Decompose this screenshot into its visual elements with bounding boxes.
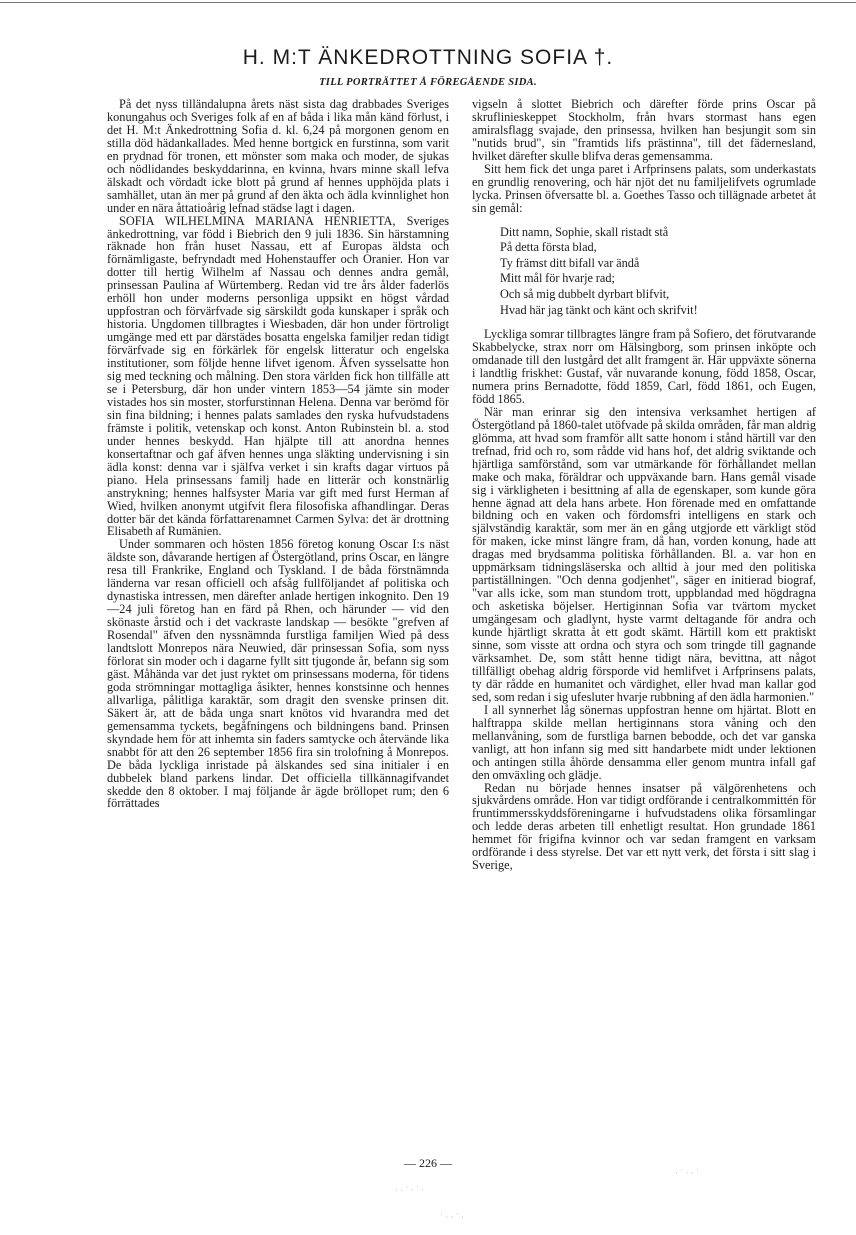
- paragraph: Sitt hem fick det unga paret i Arfprinsens palats, som underkastats en grundlig renovering, och här njöt det nu familjelifvets ogrumlade lycka. Prinsen öfversatte bl. a. Goethes Tasso och tillägnade arbetet åt sin gemål:: [472, 161, 816, 215]
- print-speck: · · ˙ · ˙ ·: [395, 1185, 425, 1195]
- paragraph: SOFIA WILHELMINA MARIANA HENRIETTA, Sveriges änkedrottning, var född i Biebrich den 9 juli 1836. Sin härstamning räknade hon från huset Nassau, ett af Europas äldsta och förnämligaste, befryndadt med Hohenstauffer och Oranier. Hon var dotter till hertig Wilhelm af Nassau och dennes andra gemål, prinsessan Paulina af Würtemberg. Redan vid tre års ålder faderlös erhöll hon under moderns personliga uppsikt en högst vårdad uppfostran och förvärfvade sig särskildt goda kunskaper i språk och historia. Ungdomen tillbragtes i Wiesbaden, där hon under förtroligt umgänge med ett par därstädes bosatta engelska familjer redan tidigt förvärfvade sig en förkärlek för engelsk litteratur och engelska institutioner, som följde henne lifvet igenom. Äfven sysselsatte hon sig med teckning och målning. Den stora världen fick hon tillfälle att se i Petersburg, där hon under vintern 1853—54 jämte sin moder vistades hos sin moster, storfurstinnan Helena. Denna var berömd för sin fina bildning; i hennes palats samlades den ryska hufvudstadens främste i politik, vetenskap och konst. Anton Rubinstein bl. a. stod under hennes beskydd. Han hjälpte till att anordna hennes konsertaftnar och gaf äfven hennes unga släkting undervisning i sin ädla konst: denna var i själfva verket i sin krafts dagar virtuos på piano. Hela prinsessans familj hade en litterär och konstnärlig anstrykning; hennes halfsyster Maria var gift med furst Herman af Wied, hvilken anonymt utgifvit flera filosofiska afhandlingar. Deras dotter bär det kända författarenamnet Carmen Sylva: det är drottning Elisabeth af Rumänien.: [107, 213, 449, 539]
- page-subtitle: TILL PORTRÄTTET Å FÖREGÅENDE SIDA.: [319, 77, 537, 88]
- poem: [500, 225, 816, 319]
- paragraph: På det nyss tilländalupna årets näst sista dag drabbades Sveriges konungahus och Sveriges folk af en af båda i lika mån känd förlust, i det H. M:t Änkedrottning Sofia d. kl. 6,24 på morgonen genom en stilla död hädankallades. Med henne bortgick en furstinna, som varit en prydnad för tronen, ett mönster som maka och moder, de sjukas och nödlidandes beskyddarinna, en kvinna, hvars minne skall lefva älskadt och vördadt icke blott på grund af hennes upphöjda plats i samhället, utan än mer på grund af den äkta och ädla kvinnlighet hon under en nära åttatioårig lefnad städse lagt i dagen.: [107, 97, 449, 215]
- paragraph: I all synnerhet låg sönernas uppfostran henne om hjärtat. Blott en halftrappa skilde mellan hertiginnans stora våning och den mellanvåning, som de furstliga barnen bebodde, och det var ganska vanligt, att hon infann sig med sitt handarbete midt under lektionen och antingen stilla åhörde densamma eller genom muntra infall gaf den omväxling och glädje.: [472, 702, 816, 782]
- print-speck: ˙ · · ˙ ·: [440, 1212, 464, 1222]
- page-title: H. M:T ÄNKEDROTTNING SOFIA †.: [242, 46, 614, 69]
- print-speck: · ˙ · · ˙: [675, 1168, 699, 1178]
- poem-line: På detta första blad,: [500, 240, 597, 255]
- page-number: — 226 —: [404, 1156, 452, 1170]
- poem-line: Ty främst ditt bifall var ändå: [500, 255, 640, 270]
- left-column: [107, 98, 449, 810]
- poem-line: Ditt namn, Sophie, skall ristadt stå: [500, 224, 669, 239]
- paragraph: När man erinrar sig den intensiva verksamhet hertigen af Östergötland på 1860-talet utöfvade på skilda områden, får man aldrig glömma, att hvad som framför allt satte honom i stånd härtill var den trefnad, frid och ro, som rådde vid hans hof, det aldrig sviktande och hjärtliga samförstånd, som var utmärkande för förhållandet mellan make och maka, föräldrar och uppväxande barn. Hans gemål visade sig i värkligheten i besittning af alla de egenskaper, som kunde göra henne ägnad att dela hans arbete. Hon förenade med en omfattande bildning och en vaken och fördomsfri intelligens en stark och självständig karaktär, som mer än en gång utgjorde ett värkligt stöd för maken, icke minst längre fram, då han, vorden konung, hade att dragas med brydsamma politiska förhållanden. Bl. a. var hon en uppmärksam tidningsläserska och alltid à jour med den politiska partiställningen. "Och denna godjenhet", säger en initierad biograf, "var alls icke, som man stundom trott, uppblandad med högdragna och asketiska böjelser. Hertiginnan Sofia var tvärtom mycket umgängesam och gladlynt, hyste varmt deltagande för andra och kunde hjärtligt skratta åt ett godt skämt. Härtill kom ett praktiskt sinne, som visste att ordna och styra och som tringde till gagnande värksamhet. De, som stått henne tidigt nära, bevittna, att något tillfälligt obehag aldrig försporde vid hemlifvet i Arfprinsens palats, ty där rådde en humanitet och värdighet, eller hvad man kallar god sed, som redan i sig ufesluter hvarje rubbning af den ädla harmonien.": [472, 404, 816, 704]
- top-rule: [0, 2, 856, 3]
- poem-line: Hvad här jag tänkt och känt och skrifvit!: [500, 302, 698, 317]
- paragraph: Under sommaren och hösten 1856 företog konung Oscar I:s näst äldste son, dåvarande hertigen af Östergötland, prins Oscar, en längre resa till Frankrike, England och Tyskland. I de båda förstnämnda länderna var resan officiell och afsåg fullföljandet af politiska och dynastiska intressen, men därefter anlade hertigen inkognito. Den 19—24 juli företog han en färd på Rhen, och härunder — vid den skönaste årstid och i det vackraste landskap — besökte "grefven af Rosendal" äfven den nyssnämnda furstliga familjen Wied på dess landtslott Monrepos nära Neuwied, där prinsessan Sofia, som nyss förlorat sin moder och i dagarne fyllt sitt tjugonde år, befann sig som gäst. Måhända var det just ryktet om prinsessans moderna, för tidens goda strömningar mottagliga åsikter, hennes konstsinne och hennes allvarliga, pålitliga karaktär, som dragit den svenske prinsen dit. Säkert är, att de båda unga snart knötos vid hvarandra med det gemensamma tyckets, begåfningens och bildningens band. Prinsen skyndade hem för att inhemta sin faders samtycke och återvände lika snabbt för att den 26 september 1856 fira sin trolofning å Monrepos. De båda lyckliga inristade på älskandes sed sina initialer i en dubbelek bland parkens lindar. Det officiella tillkännagifvandet skedde den 8 oktober. I maj följande år ägde bröllopet rum; den 6 förrättades: [107, 537, 449, 811]
- poem-line: Mitt mål för hvarje rad;: [500, 271, 615, 286]
- paragraph: Lyckliga somrar tillbragtes längre fram på Sofiero, det förutvarande Skabbelycke, strax norr om Hälsingborg, som prinsen inköpte och omdanade till den lustgård det allt framgent är. Här uppväxte sönerna i landtlig friskhet: Gustaf, vår nuvarande konung, född 1858, Oscar, numera prins Bernadotte, född 1859, Carl, född 1861, och Eugen, född 1865.: [472, 327, 816, 406]
- paragraph: vigseln å slottet Biebrich och därefter förde prins Oscar på skruflinieskeppet Stockholm, från hvars stormast hans egen amiralsflagg svajade, den prinsessa, hvilken han besjungit som sin "nutids brud", sin "framtids lifs prästinna", till det fädernesland, hvilket därefter skulle blifva deras gemensamma.: [472, 97, 816, 163]
- poem-line: Och så mig dubbelt dyrbart blifvit,: [500, 286, 670, 301]
- right-column: [472, 98, 816, 872]
- paragraph: Redan nu började hennes insatser på välgörenhetens och sjukvårdens område. Hon var tidigt ordförande i centralkommittén för fruntimmersskyddsföreningarne i hufvudstadens olika församlingar och ledde deras arbeten till enhetligt resultat. Hon grundade 1861 hemmet för frigifna kvinnor och var sedan framgent en varksam ordförande i dess styrelse. Det var ett nytt verk, det första i sitt slag i Sverige,: [472, 780, 816, 873]
